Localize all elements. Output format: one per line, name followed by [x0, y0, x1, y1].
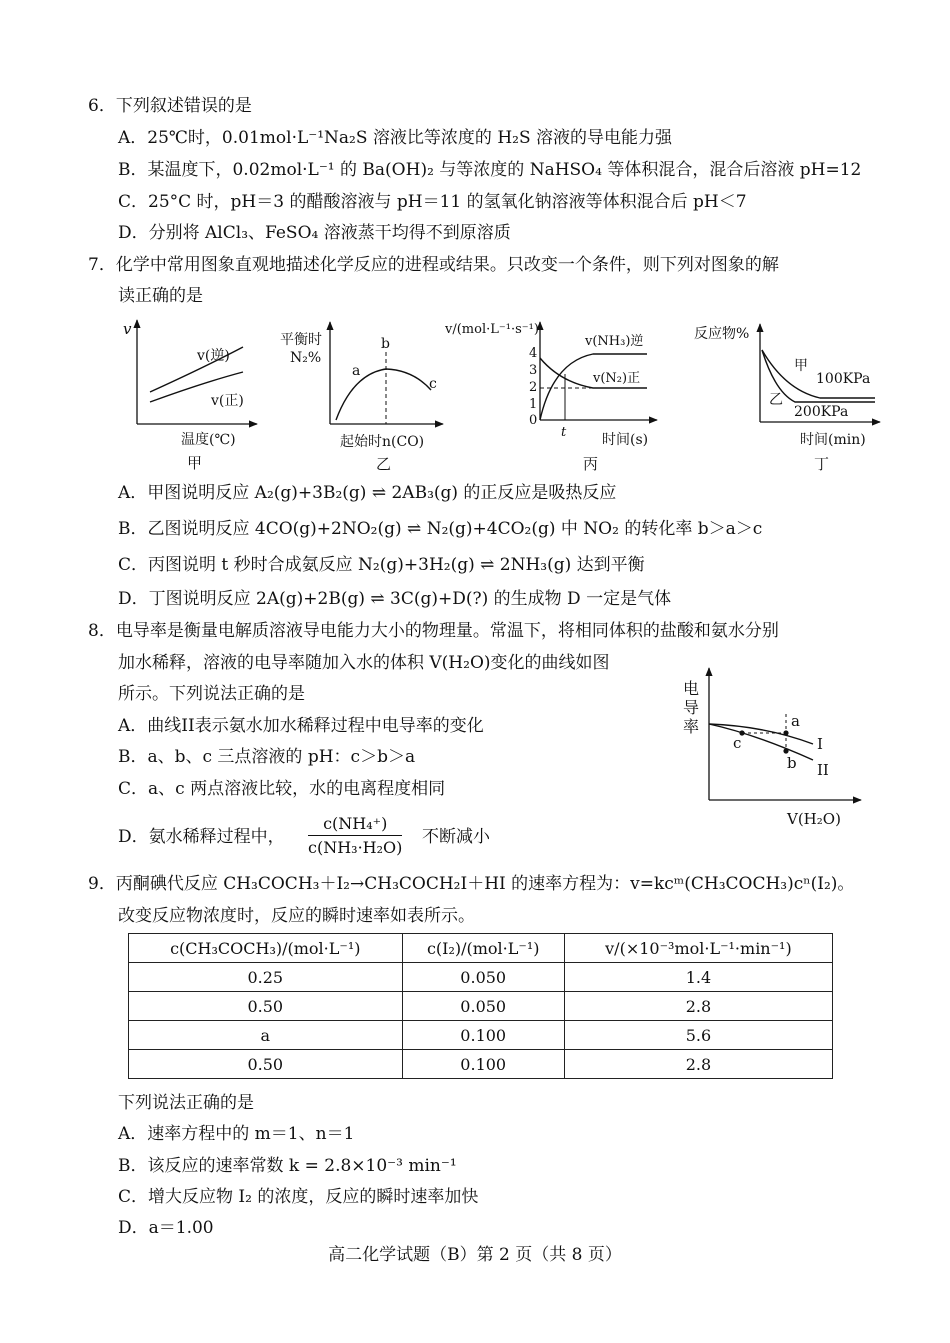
table-row [129, 1021, 833, 1050]
bing-ytick-0: 0 [529, 413, 538, 428]
cond-point-b: b [787, 754, 797, 772]
cond-curve-II-label: II [817, 761, 829, 779]
page-footer: 高二化学试题（B）第 2 页（共 8 页） [328, 1245, 622, 1265]
chart-jia [115, 312, 265, 477]
cond-point-a-dot [783, 730, 788, 735]
cond-ylabel-1: 电 [683, 679, 700, 698]
cond-point-c: c [733, 734, 742, 752]
jia-label-reverse: v(逆) [197, 348, 230, 364]
q8-option-d-suffix: 不断减小 [422, 827, 490, 847]
ding-xlabel: 时间(min) [800, 432, 866, 448]
q9-option-c: C．增大反应物 I₂ 的浓度，反应的瞬时速率加快 [118, 1187, 479, 1207]
cond-point-b-dot [783, 748, 788, 753]
q7-option-d: D．丁图说明反应 2A(g)+2B(g) ⇌ 3C(g)+D(?) 的生成物 D 一定是气体 [118, 589, 672, 609]
yi-caption: 乙 [376, 455, 392, 473]
ding-ylabel: 反应物% [694, 326, 750, 342]
rate-table [128, 933, 833, 1079]
bing-curve-nh3 [540, 354, 647, 420]
q6-option-b: B．某温度下，0.02mol·L⁻¹ 的 Ba(OH)₂ 与等浓度的 NaHSO₄ 等体积混合，混合后溶液 pH=12 [118, 160, 862, 180]
q8-stem-line1: 8．电导率是衡量电解质溶液导电能力大小的物理量。常温下，将相同体积的盐酸和氨水分别 [88, 621, 779, 641]
ding-p2: 200KPa [794, 404, 849, 420]
q8-stem-line2: 加水稀释，溶液的电导率随加入水的体积 V(H₂O)变化的曲线如图 [118, 653, 610, 673]
table-cell: 0.50 [129, 992, 403, 1021]
q8-option-d-prefix: D．氨水稀释过程中， [118, 827, 285, 847]
q8-option-c: C．a、c 两点溶液比较，水的电离程度相同 [118, 779, 446, 799]
q8-option-b: B．a、b、c 三点溶液的 pH：c＞b＞a [118, 747, 416, 767]
table-header: c(I₂)/(mol·L⁻¹) [402, 934, 564, 963]
yi-xlabel: 起始时n(CO) [340, 434, 425, 450]
chart-yi [278, 312, 448, 477]
bing-caption: 丙 [583, 455, 599, 473]
yi-point-a: a [352, 363, 361, 379]
ding-caption: 丁 [814, 455, 830, 473]
jia-caption: 甲 [187, 454, 203, 472]
q7-option-b: B．乙图说明反应 4CO(g)+2NO₂(g) ⇌ N₂(g)+4CO₂(g) 中 NO₂ 的转化率 b＞a＞c [118, 519, 763, 539]
q8-fraction-numerator: c(NH₄⁺) [308, 814, 402, 836]
cond-point-a: a [791, 712, 800, 730]
q8-option-a: A．曲线II表示氨水加水稀释过程中电导率的变化 [118, 716, 484, 736]
ding-series-jia: 甲 [794, 358, 808, 374]
table-cell: 0.100 [402, 1021, 564, 1050]
table-cell: 0.050 [402, 963, 564, 992]
table-cell: 0.100 [402, 1050, 564, 1079]
chart-conductivity [675, 662, 865, 832]
q8-fraction-denominator: c(NH₃·H₂O) [308, 838, 403, 857]
table-cell: 1.4 [564, 963, 832, 992]
bing-ytick-3: 3 [529, 363, 538, 378]
bing-series-nh3: v(NH₃)逆 [585, 334, 644, 349]
table-cell: 0.050 [402, 992, 564, 1021]
bing-ylabel: v/(mol·L⁻¹·s⁻¹) [445, 322, 539, 337]
q9-prompt: 下列说法正确的是 [118, 1093, 254, 1113]
q8-stem-line3: 所示。下列说法正确的是 [118, 684, 305, 704]
q7-option-a: A．甲图说明反应 A₂(g)+3B₂(g) ⇌ 2AB₃(g) 的正反应是吸热反应 [118, 483, 617, 503]
jia-label-forward: v(正) [211, 393, 244, 409]
bing-xlabel: 时间(s) [602, 432, 649, 448]
chart-ding [690, 312, 885, 477]
bing-ytick-4: 4 [529, 346, 538, 361]
q6-option-d: D．分别将 AlCl₃、FeSO₄ 溶液蒸干均得不到原溶质 [118, 223, 511, 243]
table-header-row [129, 934, 833, 963]
table-cell: a [129, 1021, 403, 1050]
q6-option-c: C．25°C 时，pH＝3 的醋酸溶液与 pH＝11 的氢氧化钠溶液等体积混合后 pH＜7 [118, 192, 747, 212]
q9-option-b: B．该反应的速率常数 k = 2.8×10⁻³ min⁻¹ [118, 1156, 457, 1176]
jia-ylabel: v [123, 320, 132, 338]
table-row [129, 1050, 833, 1079]
table-cell: 5.6 [564, 1021, 832, 1050]
table-header: v/(×10⁻³mol·L⁻¹·min⁻¹) [564, 934, 832, 963]
cond-ylabel-2: 导 [683, 698, 700, 717]
cond-xlabel: V(H₂O) [787, 810, 841, 828]
q9-stem-line2: 改变反应物浓度时，反应的瞬时速率如表所示。 [118, 906, 475, 926]
table-row [129, 963, 833, 992]
q9-option-d: D．a＝1.00 [118, 1218, 214, 1238]
q9-option-a: A．速率方程中的 m＝1、n＝1 [118, 1124, 355, 1144]
table-header: c(CH₃COCH₃)/(mol·L⁻¹) [129, 934, 403, 963]
table-cell: 2.8 [564, 992, 832, 1021]
cond-curve-I-label: I [817, 735, 823, 753]
q8-option-d-fraction [308, 814, 402, 857]
jia-xlabel: 温度(℃) [181, 432, 236, 448]
q9-stem-line1: 9．丙酮碘代反应 CH₃COCH₃＋I₂→CH₃COCH₂I＋HI 的速率方程为：v=kcᵐ(CH₃COCH₃)cⁿ(I₂)。 [88, 874, 855, 894]
ding-series-yi: 乙 [769, 392, 783, 408]
q6-stem: 6．下列叙述错误的是 [88, 96, 252, 116]
q7-option-c: C．丙图说明 t 秒时合成氨反应 N₂(g)+3H₂(g) ⇌ 2NH₃(g) 达到平衡 [118, 555, 645, 575]
table-cell: 2.8 [564, 1050, 832, 1079]
chart-bing [445, 312, 660, 477]
yi-point-b: b [381, 336, 390, 352]
table-cell: 0.25 [129, 963, 403, 992]
bing-ytick-2: 2 [529, 380, 538, 395]
yi-ylabel-line1: 平衡时 [280, 332, 322, 348]
bing-series-n2: v(N₂)正 [593, 371, 641, 386]
table-cell: 0.50 [129, 1050, 403, 1079]
q6-option-a: A．25℃时，0.01mol·L⁻¹Na₂S 溶液比等浓度的 H₂S 溶液的导电能力强 [118, 128, 673, 148]
bing-t-label: t [561, 425, 567, 440]
cond-ylabel-3: 率 [683, 717, 700, 736]
yi-ylabel-line2: N₂% [290, 350, 322, 366]
yi-point-c: c [429, 376, 437, 392]
q7-stem-line1: 7．化学中常用图象直观地描述化学反应的进程或结果。只改变一个条件，则下列对图象的解 [88, 255, 779, 275]
ding-p1: 100KPa [816, 371, 871, 387]
bing-ytick-1: 1 [529, 397, 538, 412]
table-row [129, 992, 833, 1021]
q7-stem-line2: 读正确的是 [118, 286, 203, 306]
yi-curve [336, 369, 431, 420]
